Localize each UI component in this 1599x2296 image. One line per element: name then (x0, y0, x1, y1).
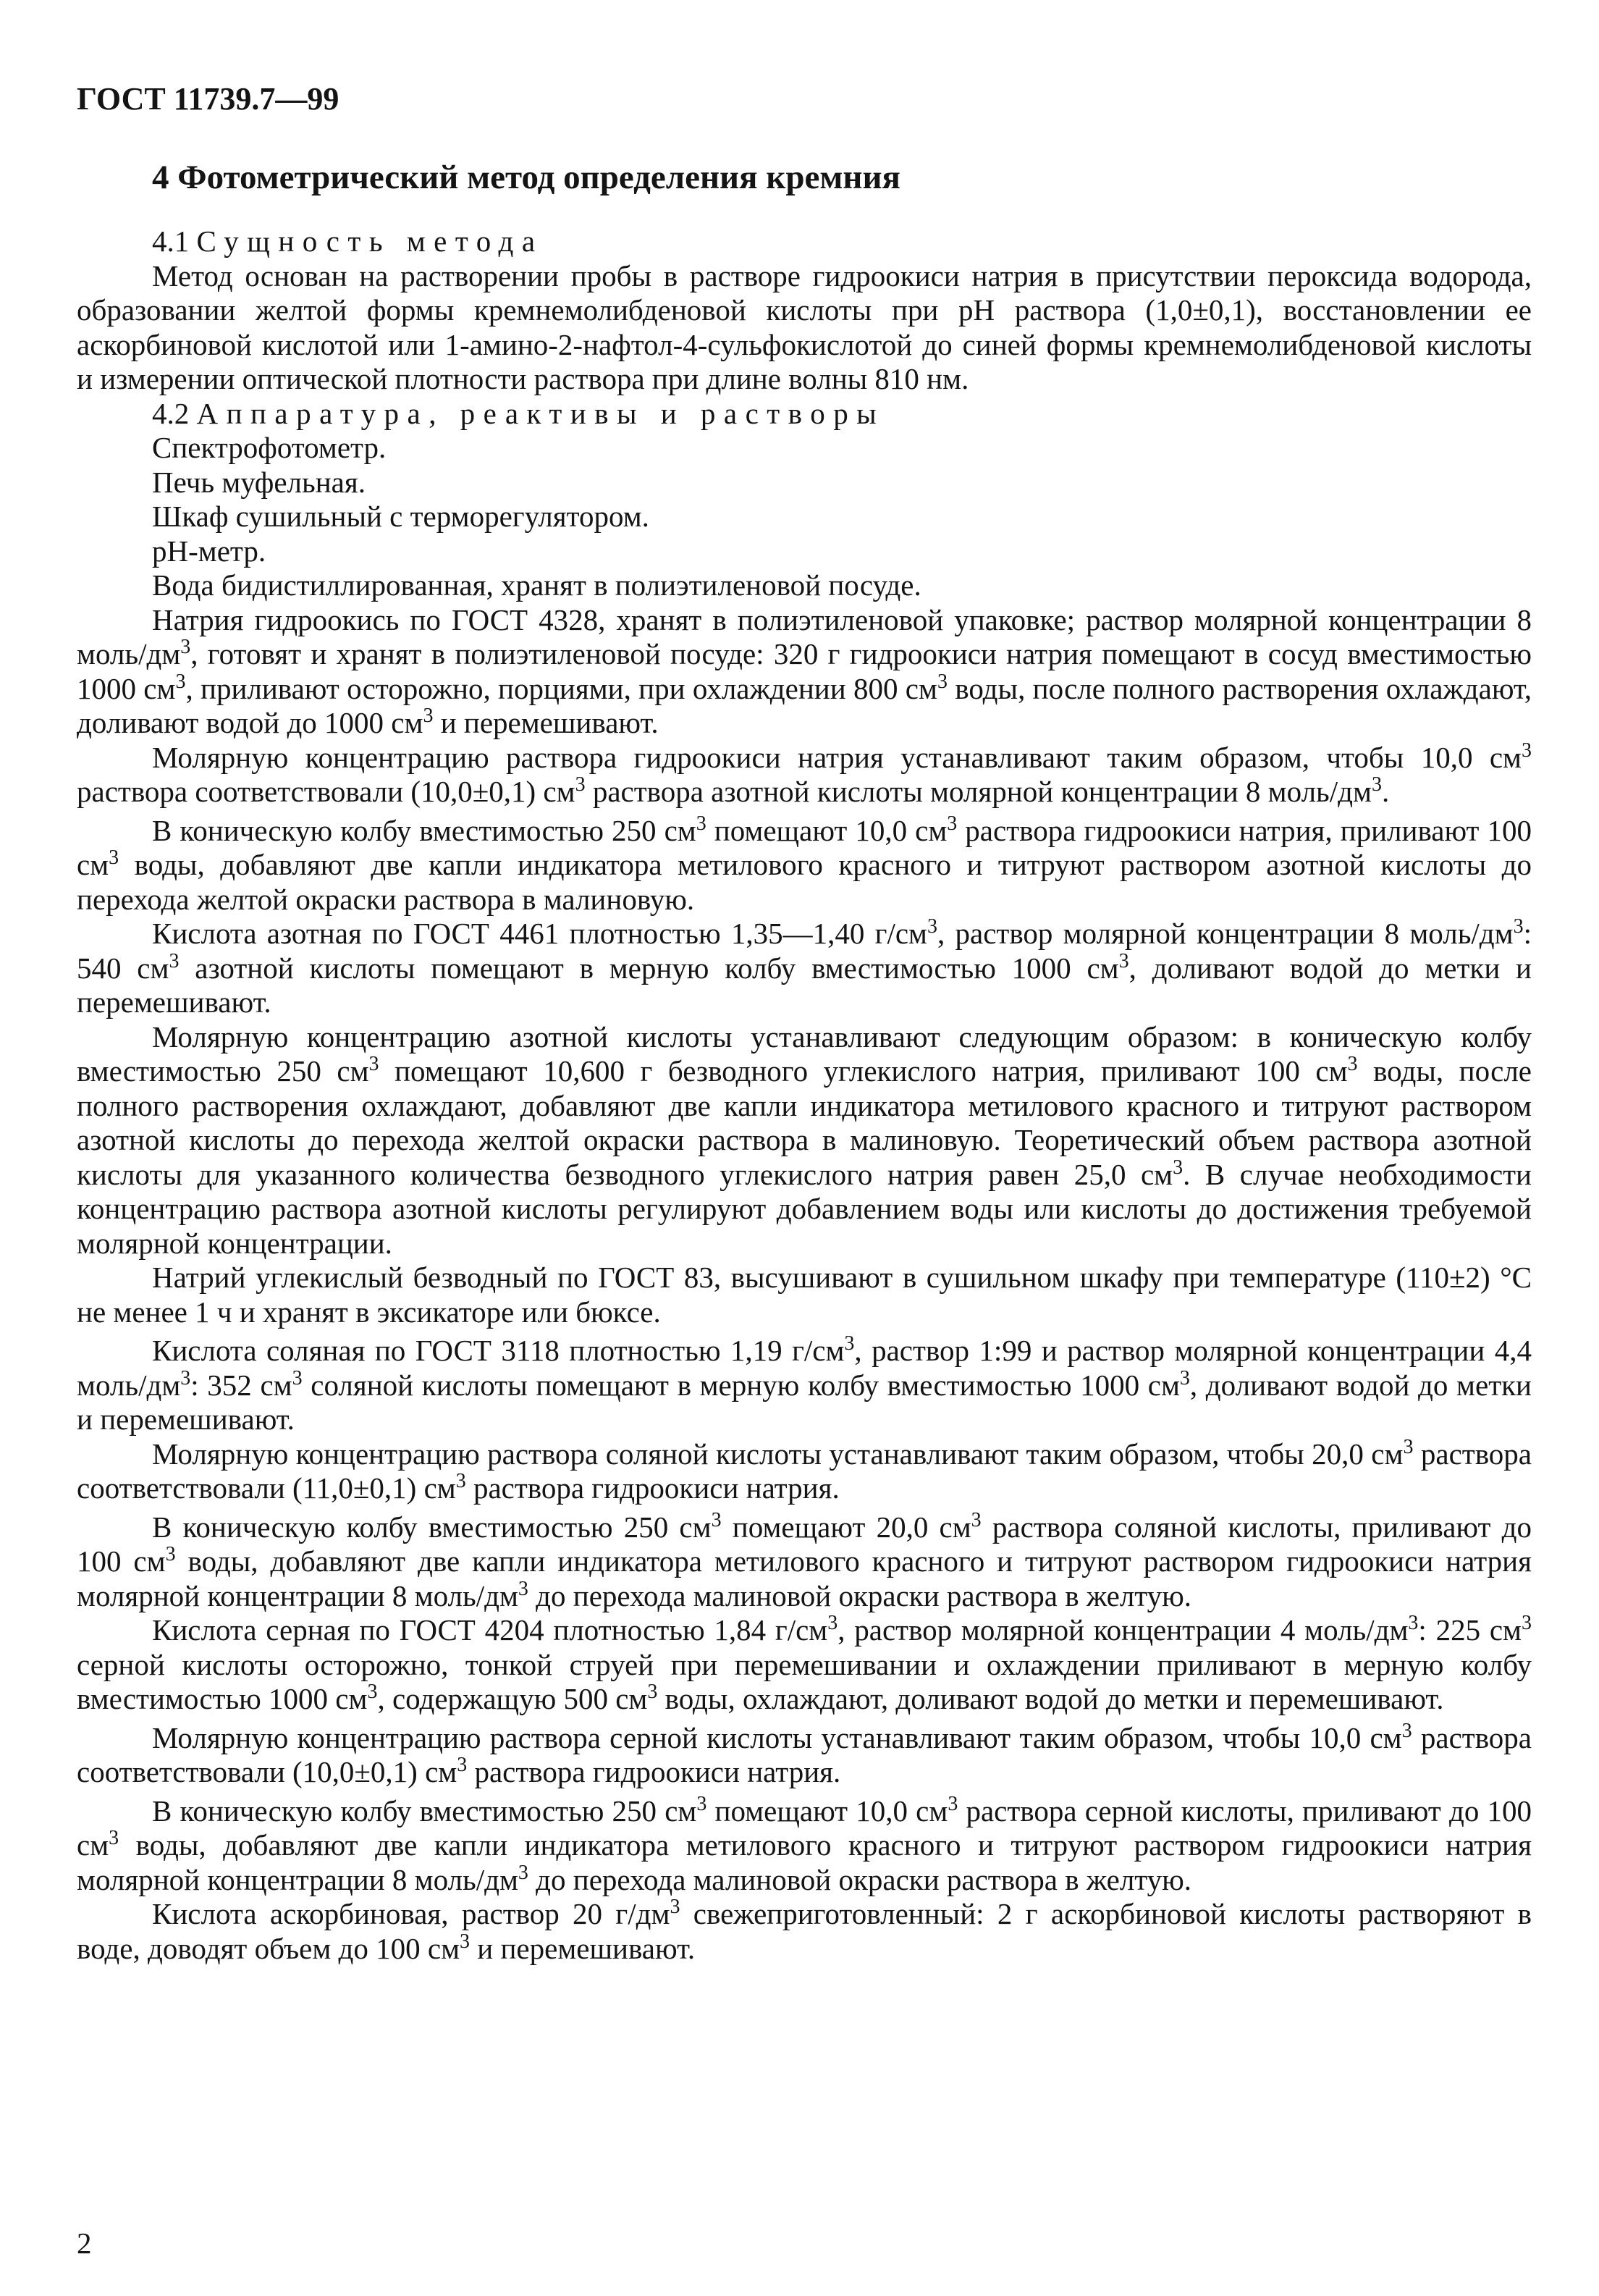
subsection-title: Аппаратура, реактивы и растворы (196, 396, 885, 430)
subsection-4-1-heading (77, 224, 1532, 259)
reagent-paragraph-nitric-acid: Кислота азотная по ГОСТ 4461 плотностью 1,35—1,40 $г/см^3$, раствор молярной концентрации 8 моль/$дм^3$: 540 $см^3$ азотной кислоты помещают в мерную колбу вместимостью 1000 $см^3$, доливают водой до метки и перемешивают. (77, 915, 1532, 1019)
equipment-item: Вода бидистиллированная, хранят в полиэтиленовой посуде. (152, 568, 921, 602)
reagent-paragraph-sodium-carbonate: Натрий углекислый безводный по ГОСТ 83, высушивают в сушильном шкафу при температуре (110±2) °С не менее 1 ч и хранят в эксикаторе или бюксе. (77, 1261, 1532, 1329)
section-title (152, 158, 1532, 197)
reagent-paragraph-hcl-titration: В коническую колбу вместимостью 250 $см^3$ помещают 20,0 $см^3$ раствора соляной кислоты, приливают до 100 $см^3$ воды, добавляют две капли индикатора метилового красного и титруют раствором гидроокиси натрия молярной концентрации 8 моль/$дм^3$ до перехода малиновой окраски раствора в желтую. (77, 1508, 1532, 1612)
reagent-paragraph-sodium-hydroxide: Натрия гидроокись по ГОСТ 4328, хранят в полиэтиленовой упаковке; раствор молярной концентрации 8 моль/$дм^3$, готовят и хранят в полиэтиленовой посуде: 320 г гидроокиси натрия помещают в сосуд вместимостью 1000 $см^3$, приливают осторожно, порциями, при охлаждении 800 $см^3$ воды, после полного растворения охлаждают, доливают водой до 1000 $см^3$ и перемешивают. (77, 602, 1532, 739)
equipment-item: Спектрофотометр. (152, 431, 387, 464)
equipment-item: pH-метр. (152, 534, 266, 568)
subsection-number: 4.1 (152, 224, 190, 258)
subsection-title: Сущность метода (196, 224, 544, 258)
reagent-paragraph-sulfuric-concentration: Молярную концентрацию раствора серной кислоты устанавливают таким образом, чтобы 10,0 $см^3$ раствора соответствовали (10,0±0,1) $см^3$ раствора гидроокиси натрия. (77, 1719, 1532, 1788)
document-code: ГОСТ 11739.7—99 (77, 81, 339, 117)
reagent-paragraph-naoh-titration: В коническую колбу вместимостью 250 $см^3$ помещают 10,0 $см^3$ раствора гидроокиси натрия, приливают 100 $см^3$ воды, добавляют две капли индикатора метилового красного и титруют раствором азотной кислоты до перехода желтой окраски раствора в малиновую. (77, 812, 1532, 916)
reagent-paragraph-nitric-concentration: Молярную концентрацию азотной кислоты устанавливают следующим образом: в коническую колбу вместимостью 250 $см^3$ помещают 10,600 г безводного углекислого натрия, приливают 100 $см^3$ воды, после полного растворения охлаждают, добавляют две капли индикатора метилового красного и титруют раствором азотной кислоты до перехода желтой окраски раствора в малиновую. Теоретический объем раствора азотной кислоты для указанного количества безводного углекислого натрия равен 25,0 $см^3$. В случае необходимости концентрацию раствора азотной кислоты регулируют добавлением воды или кислоты до достижения требуемой молярной концентрации. (77, 1019, 1532, 1260)
reagent-paragraph-hydrochloric-acid: Кислота соляная по ГОСТ 3118 плотностью 1,19 $г/см^3$, раствор 1:99 и раствор молярной концентрации 4,4 моль/$дм^3$: 352 $см^3$ соляной кислоты помещают в мерную колбу вместимостью 1000 $см^3$, доливают водой до метки и перемешивают. (77, 1332, 1532, 1436)
reagent-paragraph-sulfuric-titration: В коническую колбу вместимостью 250 $см^3$ помещают 10,0 $см^3$ раствора серной кислоты, приливают до 100 $см^3$ воды, добавляют две капли индикатора метилового красного и титруют раствором гидроокиси натрия молярной концентрации 8 моль/$дм^3$ до перехода малиновой окраски раствора в желтую. (77, 1792, 1532, 1896)
method-essence-paragraph: Метод основан на растворении пробы в растворе гидроокиси натрия в присутствии пероксида водорода, образовании желтой формы кремнемолибденовой кислоты при pH раствора (1,0±0,1), восстановлении ее аскорбиновой кислотой или 1-амино-2-нафтол-4-сульфокислотой до синей формы кремнемолибденовой кислоты и измерении оптической плотности раствора при длине волны 810 нм. (77, 258, 1532, 395)
reagent-paragraph-ascorbic-acid: Кислота аскорбиновая, раствор 20 $г/дм^3$ свежеприготовленный: 2 г аскорбиновой кислоты растворяют в воде, доводят объем до 100 $см^3$ и перемешивают. (77, 1896, 1532, 1965)
subsection-4-2-heading (77, 397, 1532, 432)
subsection-number: 4.2 (152, 396, 190, 430)
reagent-paragraph-naoh-concentration: Молярную концентрацию раствора гидроокиси натрия устанавливают таким образом, чтобы 10,0 $см^3$ раствора соответствовали (10,0±0,1) $см^3$ раствора азотной кислоты молярной концентрации 8 моль/$дм^3$. (77, 739, 1532, 808)
equipment-item: Шкаф сушильный с терморегулятором. (152, 500, 649, 533)
equipment-item: Печь муфельная. (152, 465, 366, 499)
section-number: 4 (152, 159, 169, 196)
page-number: 2 (77, 2226, 92, 2260)
document-page (77, 81, 1532, 1966)
reagent-paragraph-hcl-concentration: Молярную концентрацию раствора соляной кислоты устанавливают таким образом, чтобы 20,0 $см^3$ раствора соответствовали (11,0±0,1) $см^3$ раствора гидроокиси натрия. (77, 1435, 1532, 1505)
section-title-text: Фотометрический метод определения кремния (177, 159, 900, 196)
reagent-paragraph-sulfuric-acid: Кислота серная по ГОСТ 4204 плотностью 1,84 $г/см^3$, раствор молярной концентрации 4 моль/$дм^3$: 225 $см^3$ серной кислоты осторожно, тонкой струей при перемешивании и охлаждении приливают в мерную колбу вместимостью 1000 $см^3$, содержащую 500 $см^3$ воды, охлаждают, доливают водой до метки и перемешивают. (77, 1612, 1532, 1715)
